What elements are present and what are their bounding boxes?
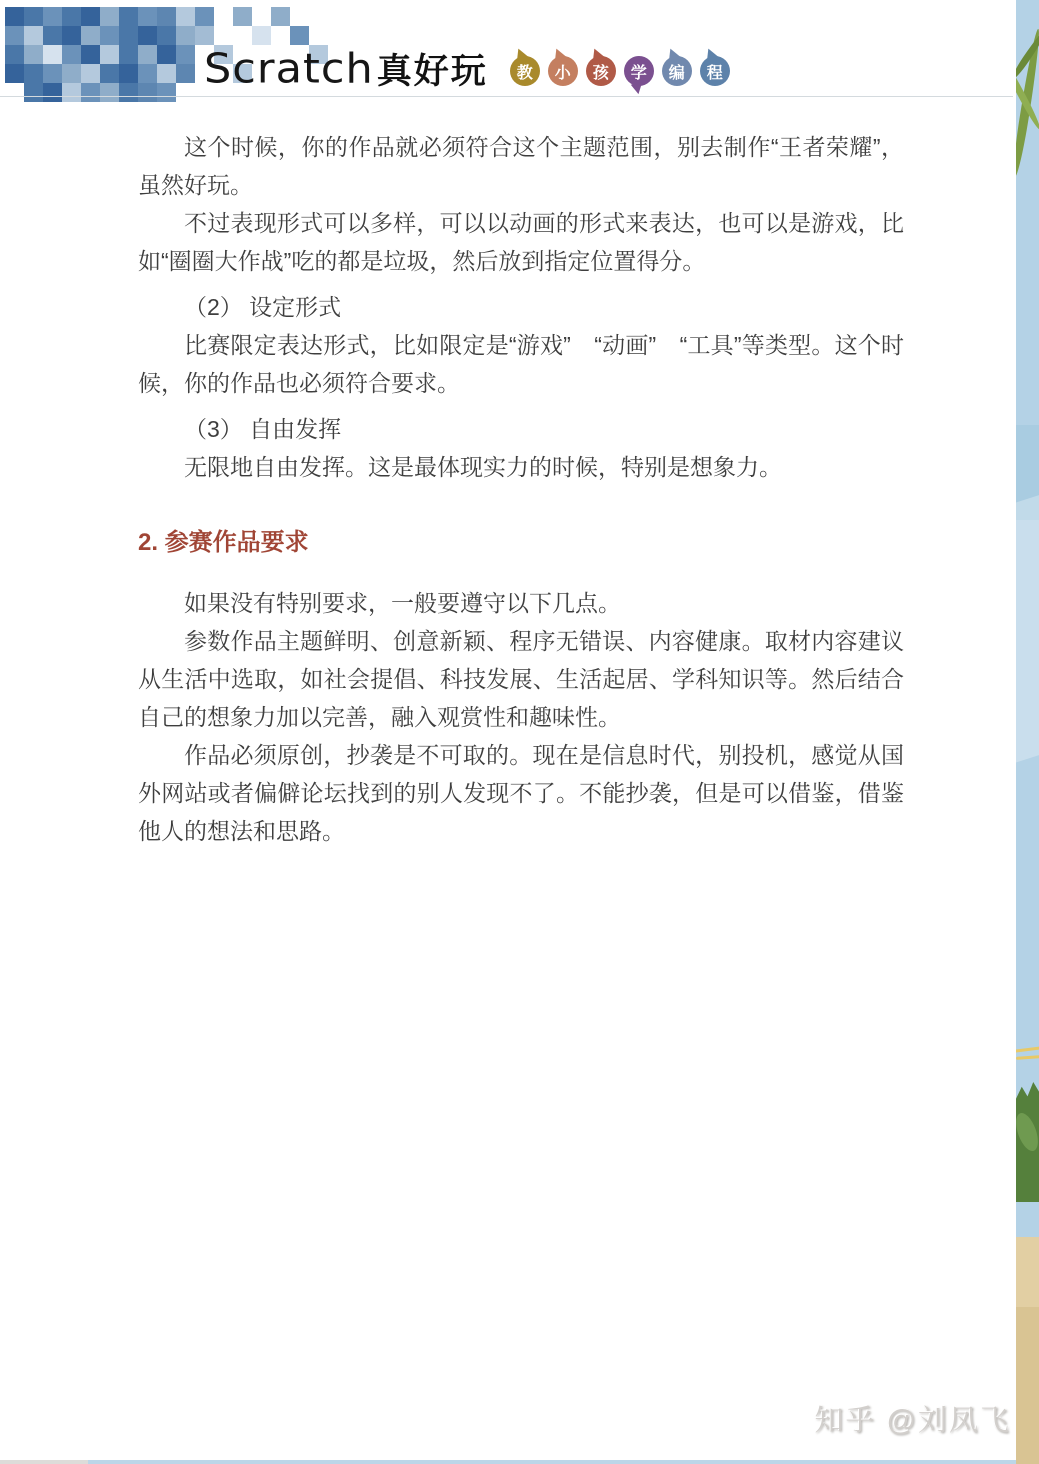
mosaic-tile [24, 26, 43, 45]
mosaic-tile [24, 7, 43, 26]
mosaic-tile [119, 7, 138, 26]
sand-band [1016, 1237, 1039, 1307]
badge-row [502, 56, 730, 86]
mosaic-tile [62, 83, 81, 102]
mosaic-tile [43, 26, 62, 45]
page-header [0, 0, 1039, 98]
mosaic-tile [100, 7, 119, 26]
mosaic-tile [100, 64, 119, 83]
mosaic-tile [195, 7, 214, 26]
mosaic-tile [43, 83, 62, 102]
grass-strand-icon [1016, 1055, 1039, 1060]
watermark: 知乎 @刘凤飞 [814, 1405, 1011, 1437]
mosaic-tile [24, 64, 43, 83]
paragraph: 比赛限定表达形式，比如限定是“游戏” “动画” “工具”等类型。这个时候，你的作品也必须符合要求。 [138, 332, 904, 396]
mosaic-tile [81, 83, 100, 102]
mosaic-tile [62, 45, 81, 64]
badge-hai-icon: 孩 [586, 56, 616, 86]
bottom-edge-gray [0, 1460, 88, 1464]
mosaic-tile [81, 45, 100, 64]
mosaic-tile [24, 45, 43, 64]
mosaic-tile [24, 83, 43, 102]
mosaic-tile [43, 45, 62, 64]
brand-logo [204, 42, 730, 96]
mosaic-tile [176, 45, 195, 64]
mosaic-tile [5, 26, 24, 45]
mosaic-tile [176, 64, 195, 83]
mosaic-tile [233, 7, 252, 26]
mosaic-tile [43, 7, 62, 26]
mosaic-tile [138, 7, 157, 26]
mosaic-tile [119, 83, 138, 102]
mosaic-tile [43, 64, 62, 83]
mosaic-tile [100, 26, 119, 45]
mosaic-tile [5, 45, 24, 64]
mosaic-tile [138, 83, 157, 102]
mosaic-tile [119, 64, 138, 83]
foliage-highlight [1016, 1110, 1039, 1154]
paragraph: 无限地自由发挥。这是最体现实力的时候，特别是想象力。 [184, 454, 782, 480]
mosaic-tile [81, 7, 100, 26]
mosaic-tile [100, 45, 119, 64]
mosaic-tile [81, 26, 100, 45]
mosaic-tile [271, 7, 290, 26]
mosaic-tile [5, 7, 24, 26]
sand-illustration [1016, 1237, 1039, 1464]
mosaic-tile [138, 45, 157, 64]
badge-jiao-icon: 教 [510, 56, 540, 86]
subheading: （2） 设定形式 [184, 294, 342, 320]
paragraph: 如果没有特别要求，一般要遵守以下几点。 [184, 590, 621, 616]
badge-bian-icon: 编 [662, 56, 692, 86]
mosaic-tile [157, 64, 176, 83]
mosaic-tile [62, 7, 81, 26]
mosaic-tile [119, 45, 138, 64]
mosaic-tile [119, 26, 138, 45]
brand-text: Scratch [204, 45, 374, 93]
section-heading: 2. 参赛作品要求 [138, 529, 309, 556]
mosaic-tile [138, 64, 157, 83]
strip-light-wedge [1016, 492, 1039, 765]
mosaic-tile [5, 64, 24, 83]
badge-xue-icon: 学 [624, 56, 654, 86]
paragraph: 这个时候，你的作品就必须符合这个主题范围，别去制作“王者荣耀”，虽然好玩。 [138, 134, 904, 198]
side-illustration [1016, 0, 1039, 1464]
foliage-illustration [1016, 1082, 1039, 1202]
subheading: （3） 自由发挥 [184, 416, 342, 442]
mosaic-tile [157, 7, 176, 26]
document-body [138, 128, 904, 850]
brand-suffix-text: 真好玩 [376, 52, 488, 91]
mosaic-tile [157, 26, 176, 45]
mosaic-tile [176, 26, 195, 45]
badge-xiao-icon: 小 [548, 56, 578, 86]
mosaic-tile [81, 64, 100, 83]
mosaic-tile [176, 7, 195, 26]
paragraph: 作品必须原创，抄袭是不可取的。现在是信息时代，别投机，感觉从国外网站或者偏僻论坛找到的别人发现不了。不能抄袭，但是可以借鉴，借鉴他人的想法和思路。 [138, 742, 904, 844]
mosaic-tile [138, 26, 157, 45]
bottom-edge-blue [88, 1460, 1016, 1464]
mosaic-tile [157, 45, 176, 64]
mosaic-tile [100, 83, 119, 102]
mosaic-tile [157, 83, 176, 102]
header-divider [0, 96, 1013, 97]
badge-cheng-icon: 程 [700, 56, 730, 86]
paragraph: 参数作品主题鲜明、创意新颖、程序无错误、内容健康。取材内容建议从生活中选取，如社会提倡、科技发展、生活起居、学科知识等。然后结合自己的想象力加以完善，融入观赏性和趣味性。 [138, 628, 904, 730]
mosaic-tile [62, 26, 81, 45]
paragraph: 不过表现形式可以多样，可以以动画的形式来表达，也可以是游戏，比如“圈圈大作战”吃的都是垃圾，然后放到指定位置得分。 [138, 210, 904, 274]
mosaic-tile [62, 64, 81, 83]
grass-strand-icon [1016, 1046, 1039, 1052]
